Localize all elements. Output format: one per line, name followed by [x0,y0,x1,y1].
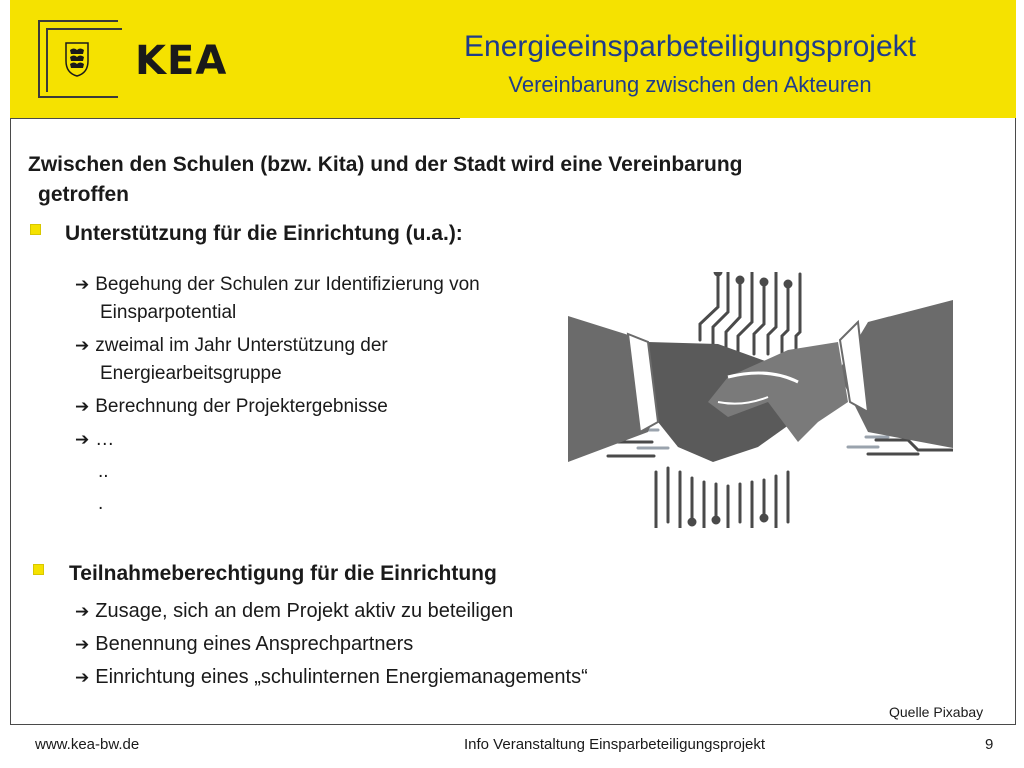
section1-item-4: ➔ … [75,429,115,450]
section1-item-2: ➔ zweimal im Jahr Unterstützung der Energiearbeitsgruppe [75,335,388,384]
ellipsis-dots-1: . [98,493,104,514]
page-title: Energieeinsparbeteiligungsprojekt [464,30,916,63]
handshake-circuit-icon [568,272,953,528]
arrow-right-icon: ➔ [75,336,90,356]
arrow-right-icon: ➔ [75,635,90,655]
brand-logo-text: KEA [135,38,228,84]
arrow-right-icon: ➔ [75,275,90,295]
bullet-square-icon [30,224,41,235]
arrow-right-icon: ➔ [75,602,90,622]
bullet-square-icon [33,564,44,575]
intro-text [28,150,928,210]
footer-event-title: Info Veranstaltung Einsparbeteiligungsprojekt [464,736,766,753]
section2-item-1: ➔ Zusage, sich an dem Projekt aktiv zu beteiligen [75,600,514,622]
footer-website: www.kea-bw.de [35,736,140,753]
intro-line-1: Zwischen den Schulen (bzw. Kita) und der Stadt wird eine Vereinbarung [28,153,743,176]
page-subtitle: Vereinbarung zwischen den Akteuren [508,72,872,97]
header-divider [10,118,460,119]
coat-of-arms-icon [64,41,90,77]
arrow-right-icon: ➔ [75,397,90,417]
arrow-right-icon: ➔ [75,668,90,688]
section1-item-3: ➔ Berechnung der Projektergebnisse [75,396,388,417]
intro-line-2: getroffen [38,183,129,206]
page-number: 9 [985,736,994,753]
image-source-caption: Quelle Pixabay [889,704,984,720]
section2-heading: Teilnahmeberechtigung für die Einrichtung [69,562,497,585]
ellipsis-dots-2: .. [98,461,109,482]
section2-item-3: ➔ Einrichtung eines „schulinternen Energiemanagements“ [75,666,588,688]
section1-item-1: ➔ Begehung der Schulen zur Identifizierung von Einsparpotential [75,274,480,323]
arrow-right-icon: ➔ [75,430,90,450]
section1-heading: Unterstützung für die Einrichtung (u.a.): [65,222,463,245]
section2-item-2: ➔ Benennung eines Ansprechpartners [75,633,414,655]
